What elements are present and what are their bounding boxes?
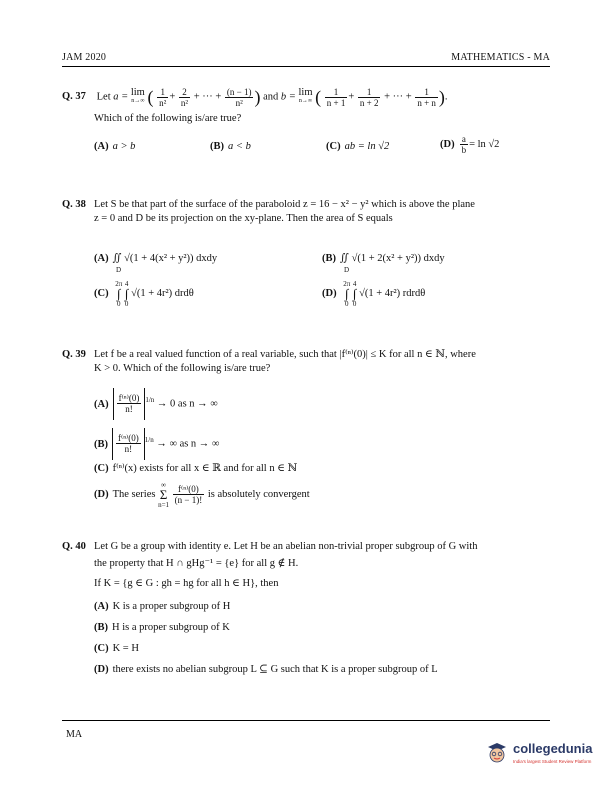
q40-option-d[interactable]: (D) there exists no abelian subgroup L ⊆ G such that K is a proper subgroup of L [94,664,438,675]
q37-option-c[interactable]: (C) ab = ln √2 [326,141,390,152]
q39-option-d[interactable]: (D) The series ∞ Σ n=1 $\frac{\text{f⁽ⁿ⁾(0)}}{(n - 1)!}$ is absolutely convergent [94,480,310,509]
q38-option-a[interactable]: (A) ∬ √(1 + 4(x² + y²)) dxdy D [94,253,218,274]
q40-option-a[interactable]: (A) K is a proper subgroup of H [94,601,231,612]
q37-dots-b: + ··· + [384,91,412,103]
q38-stem-line2: z = 0 and D be its projection on the xy-plane. Then the area of S equals [94,213,393,224]
logo-tagline: India's largest Student Review Platform [513,759,592,764]
q38-option-b[interactable]: (B) ∬ √(1 + 2(x² + y²)) dxdy D [322,253,445,274]
q38-b-domain: D [344,266,350,274]
logo-wordmark: collegedunia [513,741,593,756]
question-number: Q. 39 [62,349,86,360]
header-exam-name: JAM 2020 [62,52,107,63]
question-37: Q. 37 Let a = lim n→∞ ( $\frac{1}{\text{n²}}$ + $\frac{2}{\text{n²}}$ + ··· + $\frac{(n - 1)}{\text{n²}}$ ) and b = lim n→∞ ( $\frac{1}{n + 1}$ + $\frac{1}{n + 2}$ + ··· + $\frac{1}{n + n}$ ). Which of the following is/are true? [62,82,550,126]
q37-dots-a: + ··· + [193,91,222,103]
q37-term3: $\frac{(n - 1)}{\text{n²}}$ [226,86,252,108]
q37-uterm2: $\frac{1}{n + 2}$ [359,86,379,108]
q37-b-eq: b = [280,91,299,103]
q37-a-eq: a = [113,91,131,103]
q40-stem-line1: Let G be a group with identity e. Let H be an abelian non-trivial proper subgroup of G with [94,541,478,552]
collegedunia-mascot-icon [485,741,509,765]
q37-option-d[interactable]: (D) $\frac{a}{b}$ = ln √2 [440,134,500,155]
q37-uterm3: $\frac{1}{n + n}$ [417,86,436,108]
q37-lim-a: lim n→∞ [130,87,145,104]
q40-option-c[interactable]: (C) K = H [94,643,139,654]
q37-term2: $\frac{2}{\text{n²}}$ [180,86,189,108]
q37-and: and [263,91,279,103]
question-40 [62,540,550,591]
q39-option-b[interactable]: (B) $\frac{\text{f⁽ⁿ⁾(0)}}{n!}$ $^{1/n}$ → ∞ as n → ∞ [94,424,219,461]
q39-option-c[interactable]: (C) f⁽ⁿ⁾(x) exists for all x ∈ ℝ and for all n ∈ ℕ [94,463,298,474]
q37-option-a[interactable]: (A) a > b [94,141,136,152]
q37-uterm1: $\frac{1}{n + 1}$ [326,86,346,108]
question-number: Q. 37 [62,91,86,103]
q39-stem-line2: K > 0. Which of the following is/are true? [94,363,271,374]
q39-option-a[interactable]: (A) $\frac{\text{f⁽ⁿ⁾(0)}}{n!}$ $^{1/n}$ → 0 as n → ∞ [94,384,218,421]
q37-term1: $\frac{1}{\text{n²}}$ [159,86,167,108]
question-number: Q. 40 [62,541,86,552]
q40-stem-line3: If K = {g ∈ G : gh = hg for all h ∈ H}, then [94,578,279,589]
question-38 [62,198,550,226]
question-39 [62,348,550,376]
q37-let: Let [96,91,111,103]
q38-option-d[interactable]: (D) 2π ∫ 0 4 ∫ 0 √(1 + 4r²) rdrdθ [322,280,426,308]
q37-option-b[interactable]: (B) a < b [210,141,251,152]
footer-code: MA [66,729,83,740]
header-subject: MATHEMATICS - MA [451,52,550,63]
footer-rule [62,720,550,721]
q37-lim-b: lim n→∞ [298,87,313,104]
q39-stem-line1: Let f be a real valued function of a real variable, such that |f⁽ⁿ⁾(0)| ≤ K for all n ∈ ℕ, where [94,349,476,360]
q38-option-c[interactable]: (C) 2π ∫ 0 4 ∫ 0 √(1 + 4r²) drdθ [94,280,194,308]
q40-stem-line2: the property that H ∩ gHg⁻¹ = {e} for all g ∉ H. [94,558,299,569]
question-number: Q. 38 [62,199,86,210]
header-rule [62,66,550,67]
q37-prompt: Which of the following is/are true? [94,113,242,124]
q38-stem-line1: Let S be that part of the surface of the paraboloid z = 16 − x² − y² which is above the plane [94,199,475,210]
q40-option-b[interactable]: (B) H is a proper subgroup of K [94,622,230,633]
q38-a-domain: D [116,266,122,274]
